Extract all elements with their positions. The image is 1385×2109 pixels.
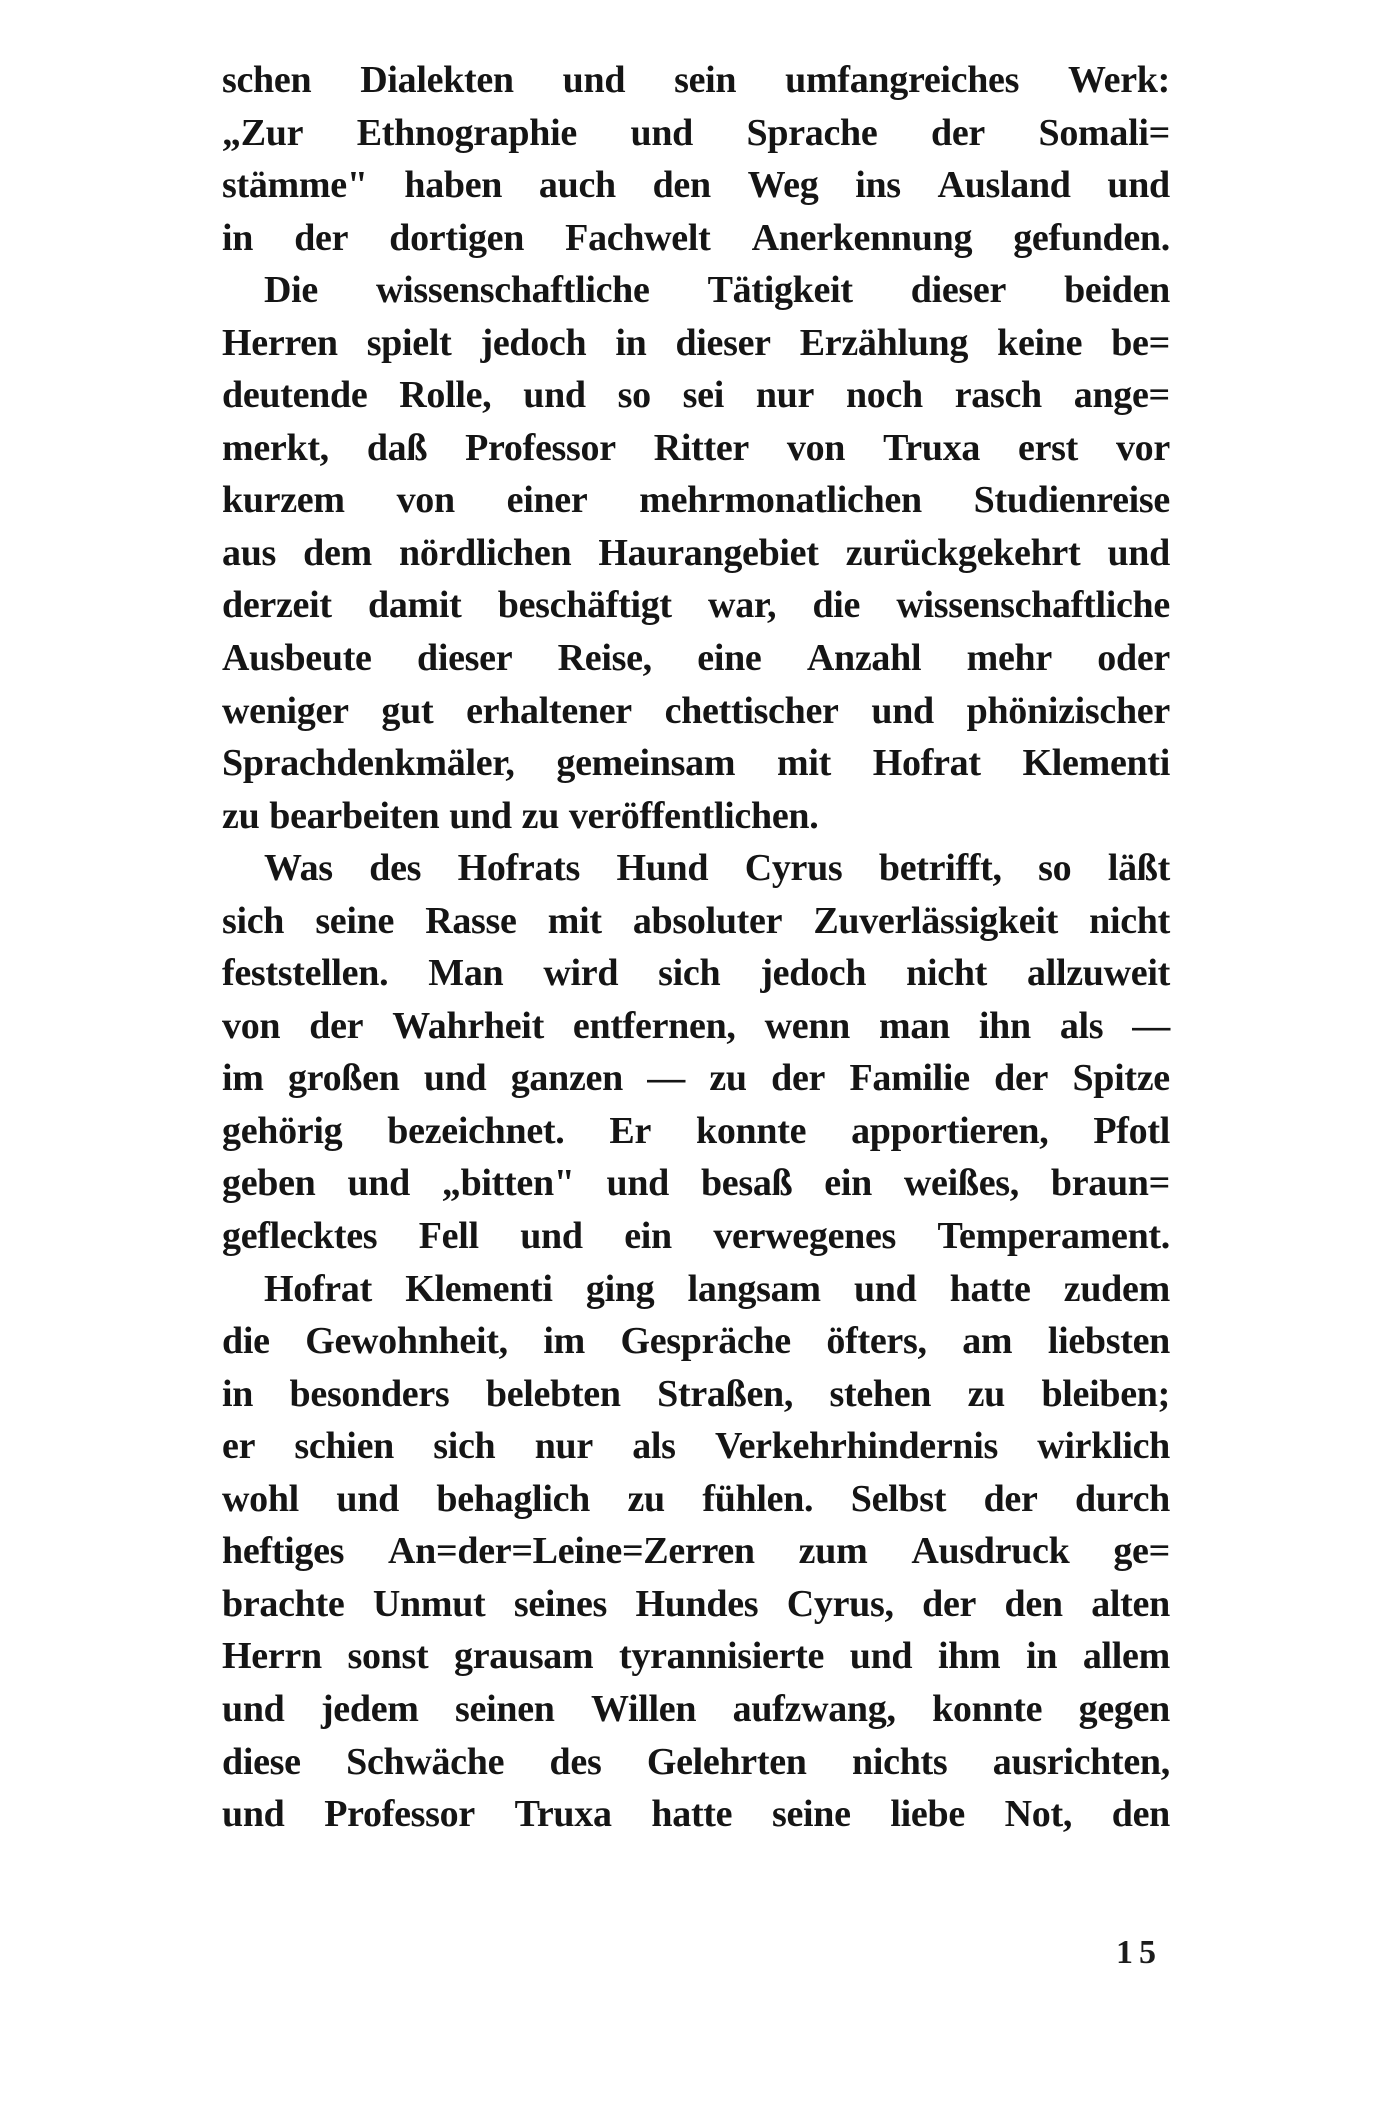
word: und bbox=[562, 59, 626, 101]
word: daß bbox=[366, 426, 428, 469]
word: der bbox=[994, 1057, 1049, 1100]
word: dieser bbox=[675, 321, 771, 364]
word: Hofrats bbox=[457, 847, 581, 890]
word: dieser bbox=[417, 637, 513, 680]
word: zu bbox=[967, 1372, 1006, 1415]
text-line bbox=[222, 1582, 1170, 1635]
word: sich bbox=[658, 952, 721, 995]
word: liebsten bbox=[1047, 1320, 1170, 1363]
word: und bbox=[523, 374, 586, 417]
text-line bbox=[222, 1634, 1170, 1687]
word: Ritter bbox=[653, 426, 749, 469]
word: zurückgekehrt bbox=[845, 531, 1081, 574]
word: haben bbox=[404, 164, 503, 207]
word: auch bbox=[538, 164, 616, 207]
text-line bbox=[222, 1109, 1170, 1162]
word: seinen bbox=[455, 1687, 555, 1730]
word: dem bbox=[303, 531, 372, 574]
word: „Zur bbox=[222, 111, 304, 154]
word: Erzählung bbox=[799, 321, 969, 364]
word: Straßen, bbox=[657, 1372, 794, 1415]
word: beiden bbox=[1064, 269, 1170, 312]
word: nur bbox=[534, 1425, 593, 1468]
word: merkt, bbox=[222, 426, 329, 469]
word: zu bbox=[521, 794, 560, 837]
word: Hundes bbox=[635, 1582, 759, 1625]
word: Ausbeute bbox=[222, 637, 372, 680]
word: in bbox=[222, 216, 254, 259]
word: jedoch bbox=[480, 321, 587, 364]
word: nicht bbox=[906, 952, 988, 995]
word: mehr bbox=[966, 637, 1052, 680]
word: rasch bbox=[954, 374, 1042, 417]
text-line bbox=[222, 846, 1170, 899]
word: Rolle, bbox=[399, 374, 492, 417]
word: ein bbox=[624, 1215, 672, 1258]
word: weniger bbox=[222, 689, 349, 732]
word: Willen bbox=[591, 1687, 697, 1730]
word: erst bbox=[1018, 426, 1079, 469]
text-line bbox=[222, 268, 1170, 321]
word: Truxa bbox=[514, 1793, 612, 1836]
word: damit bbox=[367, 584, 462, 627]
text-line bbox=[222, 58, 1170, 111]
text-line bbox=[222, 163, 1170, 216]
word: als bbox=[1059, 1004, 1104, 1047]
word: An=der=Leine=Zerren bbox=[388, 1530, 755, 1573]
word: allem bbox=[1082, 1635, 1170, 1678]
word: und bbox=[336, 1477, 399, 1520]
word: und bbox=[606, 1162, 670, 1205]
word: geben bbox=[222, 1162, 316, 1205]
word: Truxa bbox=[883, 426, 981, 469]
word: phönizischer bbox=[966, 689, 1170, 732]
word: Hofrat bbox=[264, 1267, 372, 1310]
word: wissenschaftliche bbox=[896, 584, 1170, 627]
word: bezeichnet. bbox=[387, 1109, 565, 1152]
word: der bbox=[931, 111, 985, 154]
word: diese bbox=[222, 1740, 301, 1783]
word: sonst bbox=[347, 1635, 429, 1678]
word: Was bbox=[264, 847, 333, 890]
word: tyrannisierte bbox=[619, 1635, 825, 1678]
word: nichts bbox=[852, 1740, 948, 1783]
word: der bbox=[771, 1057, 826, 1100]
text-line bbox=[222, 1740, 1170, 1793]
word: absoluter bbox=[632, 899, 783, 942]
word: feststellen. bbox=[222, 952, 389, 995]
word: nördlichen bbox=[399, 531, 572, 574]
word: liebe bbox=[890, 1793, 965, 1836]
word: Wahrheit bbox=[392, 1004, 544, 1047]
text-line bbox=[222, 321, 1170, 374]
word: seine bbox=[315, 899, 395, 942]
word: seine bbox=[771, 1793, 851, 1836]
word: Temperament. bbox=[937, 1215, 1170, 1258]
word: öfters, bbox=[826, 1320, 927, 1363]
word: und bbox=[449, 794, 512, 837]
word: zu bbox=[709, 1057, 747, 1100]
word: großen bbox=[287, 1057, 400, 1100]
word: und bbox=[871, 689, 934, 732]
word: Weg bbox=[747, 164, 819, 207]
text-line bbox=[222, 478, 1170, 531]
word: wirklich bbox=[1037, 1425, 1170, 1468]
word: hatte bbox=[651, 1793, 733, 1836]
word: der bbox=[294, 216, 349, 259]
word: entfernen, bbox=[572, 1004, 736, 1047]
word: dortigen bbox=[389, 216, 525, 259]
word: er bbox=[222, 1425, 256, 1468]
word: aufzwang, bbox=[732, 1687, 896, 1730]
word: Schwäche bbox=[346, 1740, 505, 1783]
word: kurzem bbox=[222, 479, 345, 522]
word: konnte bbox=[696, 1109, 807, 1152]
word: den bbox=[652, 164, 711, 207]
word: „bitten" bbox=[441, 1162, 575, 1205]
word: von bbox=[396, 479, 455, 522]
word: läßt bbox=[1107, 847, 1170, 890]
word: Haurangebiet bbox=[598, 531, 819, 574]
word: zudem bbox=[1063, 1267, 1170, 1310]
text-line bbox=[222, 951, 1170, 1004]
word: mehrmonatlichen bbox=[639, 479, 922, 522]
word: Rasse bbox=[425, 899, 517, 942]
word: Reise, bbox=[557, 637, 652, 680]
word: jedem bbox=[320, 1687, 419, 1730]
word: sei bbox=[682, 374, 724, 417]
word: und bbox=[423, 1057, 487, 1100]
word: im bbox=[543, 1320, 585, 1363]
word: mit bbox=[777, 742, 831, 785]
word: Klementi bbox=[405, 1267, 553, 1310]
word: Tätigkeit bbox=[707, 269, 853, 312]
text-line bbox=[222, 1161, 1170, 1214]
word: Cyrus, bbox=[786, 1582, 894, 1625]
word: alten bbox=[1091, 1582, 1170, 1625]
word: oder bbox=[1097, 637, 1170, 680]
word: sich bbox=[222, 899, 285, 942]
word: Er bbox=[609, 1109, 652, 1152]
word: behaglich bbox=[436, 1477, 590, 1520]
word: weißes, bbox=[903, 1162, 1019, 1205]
word: besonders bbox=[289, 1372, 450, 1415]
word: und bbox=[1107, 164, 1170, 207]
word: war, bbox=[708, 584, 777, 627]
word: Herrn bbox=[222, 1635, 322, 1678]
word: ging bbox=[585, 1267, 655, 1310]
word: stämme" bbox=[222, 164, 368, 207]
word: von bbox=[786, 426, 846, 469]
word: zu bbox=[627, 1477, 665, 1520]
word: gefunden. bbox=[1013, 216, 1170, 259]
word: Unmut bbox=[372, 1582, 486, 1625]
word: Fell bbox=[418, 1215, 479, 1258]
word: Familie bbox=[849, 1057, 970, 1100]
word: allzuweit bbox=[1027, 952, 1170, 995]
word: belebten bbox=[485, 1372, 621, 1415]
word: sich bbox=[433, 1425, 496, 1468]
word: Man bbox=[428, 952, 504, 995]
word: braun= bbox=[1050, 1162, 1170, 1205]
word: hatte bbox=[949, 1267, 1031, 1310]
text-line bbox=[222, 216, 1170, 269]
word: dieser bbox=[910, 269, 1007, 312]
word: und bbox=[222, 1793, 285, 1836]
word: bearbeiten bbox=[269, 794, 440, 837]
word: Anzahl bbox=[806, 637, 922, 680]
word: Klementi bbox=[1022, 742, 1170, 785]
word: in bbox=[615, 321, 647, 364]
word: betrifft, bbox=[878, 847, 1002, 890]
word: als bbox=[632, 1425, 676, 1468]
word: Sprachdenkmäler, bbox=[222, 742, 515, 785]
word: stehen bbox=[829, 1372, 932, 1415]
word: Hund bbox=[616, 847, 709, 890]
word: vor bbox=[1115, 426, 1170, 469]
word: wissenschaftliche bbox=[376, 269, 650, 312]
word: einer bbox=[506, 479, 588, 522]
word: umfangreiches bbox=[785, 59, 1020, 101]
word: Not, bbox=[1004, 1793, 1073, 1836]
text-line bbox=[222, 583, 1170, 636]
word: und bbox=[849, 1635, 913, 1678]
word: verwegenes bbox=[713, 1215, 897, 1258]
text-line bbox=[222, 373, 1170, 426]
word: ihn bbox=[978, 1004, 1031, 1047]
word: Werk: bbox=[1068, 59, 1170, 101]
word: der bbox=[983, 1477, 1038, 1520]
word: brachte bbox=[222, 1582, 345, 1625]
word: nicht bbox=[1089, 899, 1170, 942]
word: Gelehrten bbox=[646, 1740, 807, 1783]
word: von bbox=[222, 1004, 281, 1047]
word: und bbox=[520, 1215, 583, 1258]
word: in bbox=[222, 1372, 254, 1415]
word: Professor bbox=[465, 426, 616, 469]
text-line bbox=[222, 1477, 1170, 1530]
word: Fachwelt bbox=[565, 216, 711, 259]
word: im bbox=[222, 1057, 264, 1100]
word: Gespräche bbox=[620, 1320, 791, 1363]
word: der bbox=[922, 1582, 977, 1625]
word: nur bbox=[755, 374, 815, 417]
text-line bbox=[222, 1319, 1170, 1372]
word: deutende bbox=[222, 374, 368, 417]
word: besaß bbox=[700, 1162, 793, 1205]
text-line bbox=[222, 636, 1170, 689]
word: und bbox=[1107, 531, 1170, 574]
word: man bbox=[879, 1004, 950, 1047]
word: des bbox=[369, 847, 422, 890]
word: des bbox=[549, 1740, 602, 1783]
word: Gewohnheit, bbox=[305, 1320, 508, 1363]
word: beschäftigt bbox=[497, 584, 672, 627]
word: ganzen bbox=[510, 1057, 623, 1100]
text-line bbox=[222, 1687, 1170, 1740]
word: gemeinsam bbox=[556, 742, 736, 785]
word: Sprache bbox=[746, 111, 878, 154]
word: die bbox=[222, 1320, 270, 1363]
text-line bbox=[222, 899, 1170, 952]
word: Hofrat bbox=[872, 742, 981, 785]
word: Dialekten bbox=[360, 59, 514, 101]
word: spielt bbox=[366, 321, 452, 364]
word: be= bbox=[1111, 321, 1170, 364]
word: Cyrus bbox=[744, 847, 843, 890]
word: und bbox=[222, 1687, 285, 1730]
text-line bbox=[222, 1424, 1170, 1477]
word: wird bbox=[543, 952, 619, 995]
word: zum bbox=[798, 1530, 868, 1573]
word: wohl bbox=[222, 1477, 299, 1520]
word: geflecktes bbox=[222, 1215, 378, 1258]
word: schen bbox=[222, 59, 312, 101]
text-line bbox=[222, 1372, 1170, 1425]
word: ein bbox=[824, 1162, 872, 1205]
word: konnte bbox=[932, 1687, 1043, 1730]
word: Die bbox=[264, 269, 318, 312]
text-line bbox=[222, 1056, 1170, 1109]
text-line bbox=[222, 1792, 1170, 1845]
word: Pfotl bbox=[1093, 1109, 1170, 1152]
word: veröffentlichen. bbox=[568, 794, 819, 837]
word: Ausland bbox=[937, 164, 1071, 207]
word: Anerkennung bbox=[751, 216, 973, 259]
word: ange= bbox=[1073, 374, 1170, 417]
word: Professor bbox=[324, 1793, 475, 1836]
word: den bbox=[1111, 1793, 1170, 1836]
word: den bbox=[1004, 1582, 1063, 1625]
word: sein bbox=[674, 59, 737, 101]
word: und bbox=[630, 111, 693, 154]
word: die bbox=[812, 584, 861, 627]
word: gut bbox=[381, 689, 434, 732]
text-line bbox=[222, 1529, 1170, 1582]
word: grausam bbox=[454, 1635, 594, 1678]
word: Selbst bbox=[850, 1477, 947, 1520]
word: ins bbox=[855, 164, 901, 207]
word: erhaltener bbox=[466, 689, 632, 732]
word: langsam bbox=[687, 1267, 821, 1310]
word: seines bbox=[513, 1582, 608, 1625]
word: mit bbox=[547, 899, 602, 942]
text-line bbox=[222, 531, 1170, 584]
word: und bbox=[853, 1267, 917, 1310]
word: in bbox=[1026, 1635, 1058, 1678]
word: und bbox=[347, 1162, 410, 1205]
text-line bbox=[222, 794, 1170, 847]
text-line bbox=[222, 1267, 1170, 1320]
word: derzeit bbox=[222, 584, 332, 627]
word: keine bbox=[997, 321, 1083, 364]
text-line bbox=[222, 689, 1170, 742]
word: eine bbox=[697, 637, 762, 680]
word: Ausdruck bbox=[911, 1530, 1070, 1573]
word: schien bbox=[294, 1425, 394, 1468]
word: — bbox=[647, 1057, 685, 1100]
word: so bbox=[617, 374, 651, 417]
word: der bbox=[309, 1004, 364, 1047]
word: ihm bbox=[937, 1635, 1001, 1678]
word: so bbox=[1038, 847, 1072, 890]
page-text bbox=[222, 58, 1170, 1845]
text-line bbox=[222, 111, 1170, 164]
word: wenn bbox=[764, 1004, 850, 1047]
word: Zuverlässigkeit bbox=[813, 899, 1058, 942]
word: durch bbox=[1075, 1477, 1170, 1520]
text-line bbox=[222, 1004, 1170, 1057]
word: ge= bbox=[1113, 1530, 1170, 1573]
word: aus bbox=[222, 531, 277, 574]
text-line bbox=[222, 426, 1170, 479]
word: Herren bbox=[222, 321, 338, 364]
word: am bbox=[962, 1320, 1013, 1363]
word: Ethnographie bbox=[356, 111, 577, 154]
word: Spitze bbox=[1072, 1057, 1170, 1100]
word: heftiges bbox=[222, 1530, 345, 1573]
word: Studienreise bbox=[973, 479, 1170, 522]
word: bleiben; bbox=[1041, 1372, 1170, 1415]
word: chettischer bbox=[664, 689, 839, 732]
word: gehörig bbox=[222, 1109, 343, 1152]
word: gegen bbox=[1078, 1687, 1170, 1730]
word: noch bbox=[845, 374, 923, 417]
word: ausrichten, bbox=[992, 1740, 1170, 1783]
word: zu bbox=[222, 794, 260, 837]
word: fühlen. bbox=[702, 1477, 814, 1520]
word: Verkehrhindernis bbox=[714, 1425, 998, 1468]
word: Somali= bbox=[1038, 111, 1170, 154]
word: — bbox=[1132, 1004, 1170, 1047]
word: jedoch bbox=[760, 952, 867, 995]
page-number: 15 bbox=[1116, 1934, 1162, 1971]
word: apportieren, bbox=[851, 1109, 1049, 1152]
text-line bbox=[222, 1214, 1170, 1267]
text-line bbox=[222, 741, 1170, 794]
